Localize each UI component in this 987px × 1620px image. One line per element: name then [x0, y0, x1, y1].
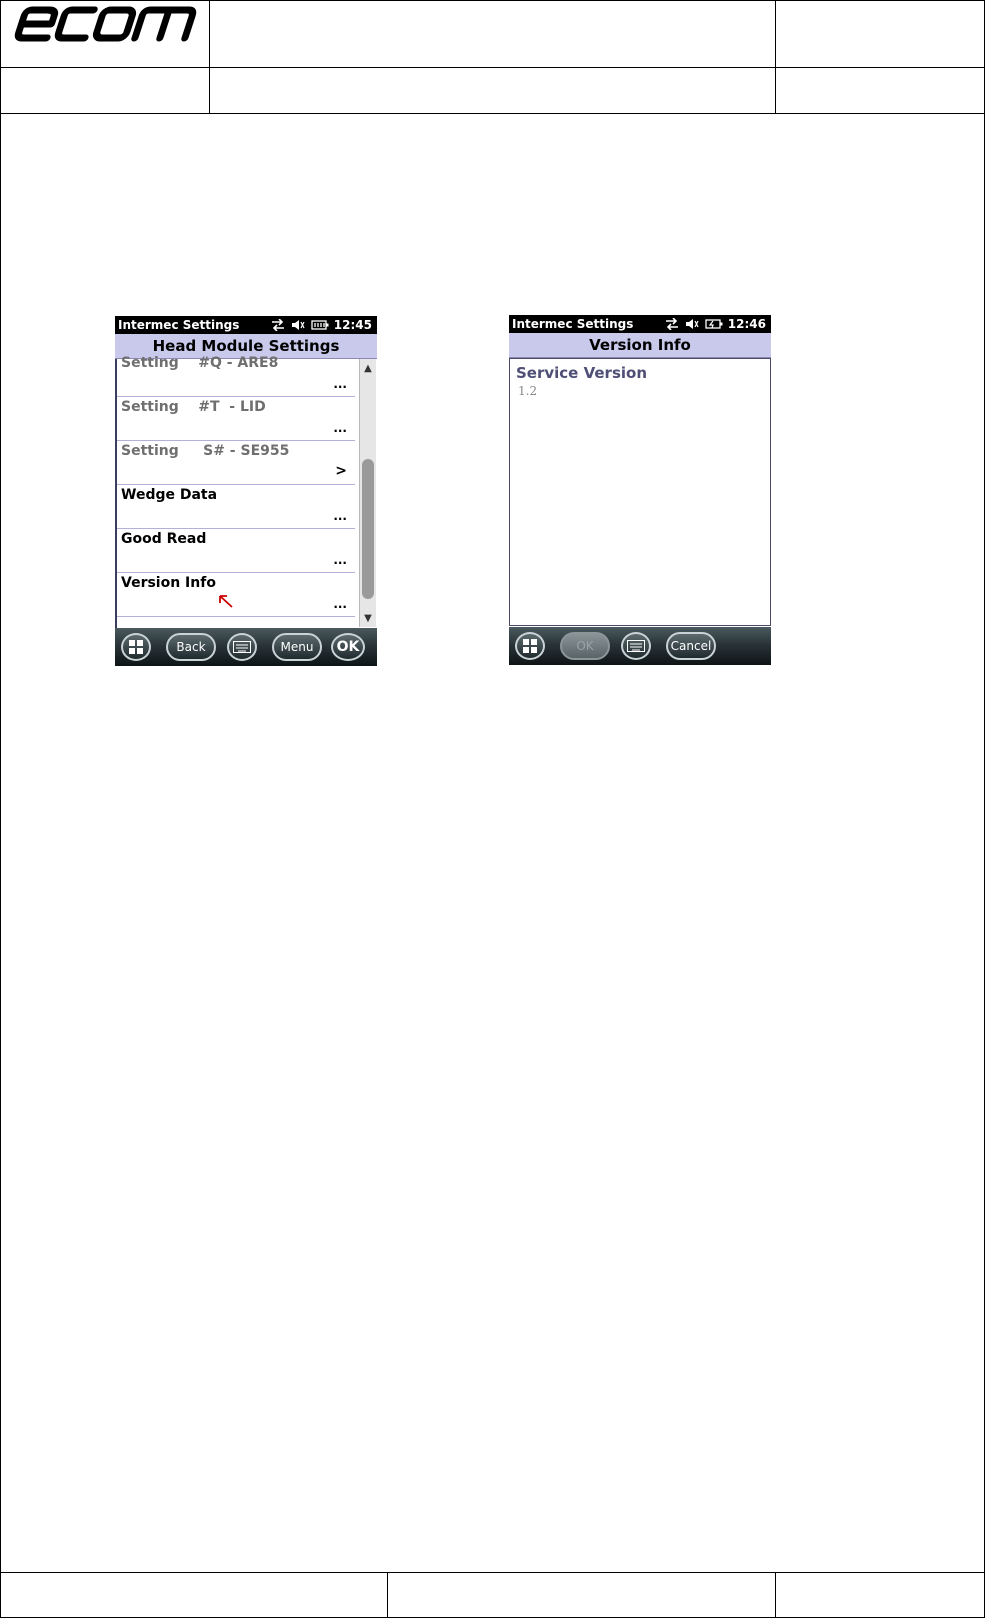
- screen-title: Version Info: [509, 333, 771, 358]
- menu-button[interactable]: Menu: [272, 633, 322, 661]
- scrollbar[interactable]: [359, 359, 376, 627]
- header-rule-1: [0, 67, 985, 68]
- header-divider-2: [775, 0, 776, 113]
- ok-button[interactable]: OK: [331, 633, 365, 661]
- footer-rule: [0, 1572, 985, 1573]
- battery-icon: [311, 319, 329, 331]
- scroll-down-icon[interactable]: ▼: [364, 613, 372, 624]
- version-info-screen: [509, 315, 771, 665]
- header-divider-1: [209, 0, 210, 113]
- keyboard-button[interactable]: [621, 632, 651, 660]
- status-bar: [509, 315, 771, 333]
- service-version-value: 1.2: [518, 384, 538, 398]
- annotation-arrow-icon: [217, 593, 235, 609]
- windows-flag-icon: [128, 639, 144, 655]
- volume-muted-icon: [685, 318, 699, 330]
- version-info-panel: [509, 358, 771, 626]
- connectivity-icon: [665, 318, 679, 330]
- header-rule-2: [0, 113, 985, 114]
- list-item-label: Setting #T - LID: [121, 399, 266, 415]
- volume-muted-icon: [291, 319, 305, 331]
- status-icons: [271, 319, 329, 331]
- more-icon: ...: [333, 553, 347, 567]
- head-module-settings-screen: [115, 316, 377, 666]
- more-icon: ...: [333, 509, 347, 523]
- status-icons: [665, 318, 723, 330]
- list-item-setting-t[interactable]: [117, 397, 355, 441]
- more-icon: ...: [333, 377, 347, 391]
- keyboard-button[interactable]: [227, 633, 257, 661]
- list-item-setting-q[interactable]: [117, 353, 355, 397]
- service-version-label: Service Version: [516, 364, 647, 382]
- ok-button-disabled: OK: [560, 632, 610, 660]
- chevron-right-icon: >: [335, 463, 347, 479]
- windows-start-button[interactable]: [121, 633, 151, 661]
- windows-flag-icon: [522, 638, 538, 654]
- softkey-bar: [509, 627, 771, 665]
- cancel-button[interactable]: Cancel: [666, 632, 716, 660]
- list-item-setting-s[interactable]: [117, 441, 355, 485]
- list-item-label: Version Info: [121, 575, 216, 591]
- back-button[interactable]: Back: [166, 633, 216, 661]
- list-item-good-read[interactable]: [117, 529, 355, 573]
- screen-title: Head Module Settings: [115, 334, 377, 359]
- status-time: 12:46: [727, 317, 766, 331]
- list-item-label: Setting S# - SE955: [121, 443, 290, 459]
- ecom-logo: [8, 4, 200, 44]
- keyboard-icon: [627, 640, 645, 652]
- scrollbar-thumb[interactable]: [362, 459, 374, 599]
- more-icon: ...: [333, 597, 347, 611]
- list-item-label: Good Read: [121, 531, 207, 547]
- status-time: 12:45: [333, 318, 372, 332]
- list-item-label: Setting #Q - ARE8: [121, 355, 279, 371]
- status-app-name: Intermec Settings: [118, 318, 240, 332]
- footer-divider-1: [387, 1572, 388, 1618]
- status-app-name: Intermec Settings: [512, 317, 634, 331]
- more-icon: ...: [333, 421, 347, 435]
- battery-charging-icon: [705, 318, 723, 330]
- keyboard-icon: [233, 641, 251, 653]
- list-item-version-info[interactable]: [117, 573, 355, 617]
- scroll-up-icon[interactable]: ▲: [364, 363, 372, 374]
- status-bar: [115, 316, 377, 334]
- windows-start-button[interactable]: [515, 632, 545, 660]
- footer-divider-2: [775, 1572, 776, 1618]
- list-item-label: Wedge Data: [121, 487, 218, 503]
- list-item-wedge-data[interactable]: [117, 485, 355, 529]
- connectivity-icon: [271, 319, 285, 331]
- softkey-bar: [115, 628, 377, 666]
